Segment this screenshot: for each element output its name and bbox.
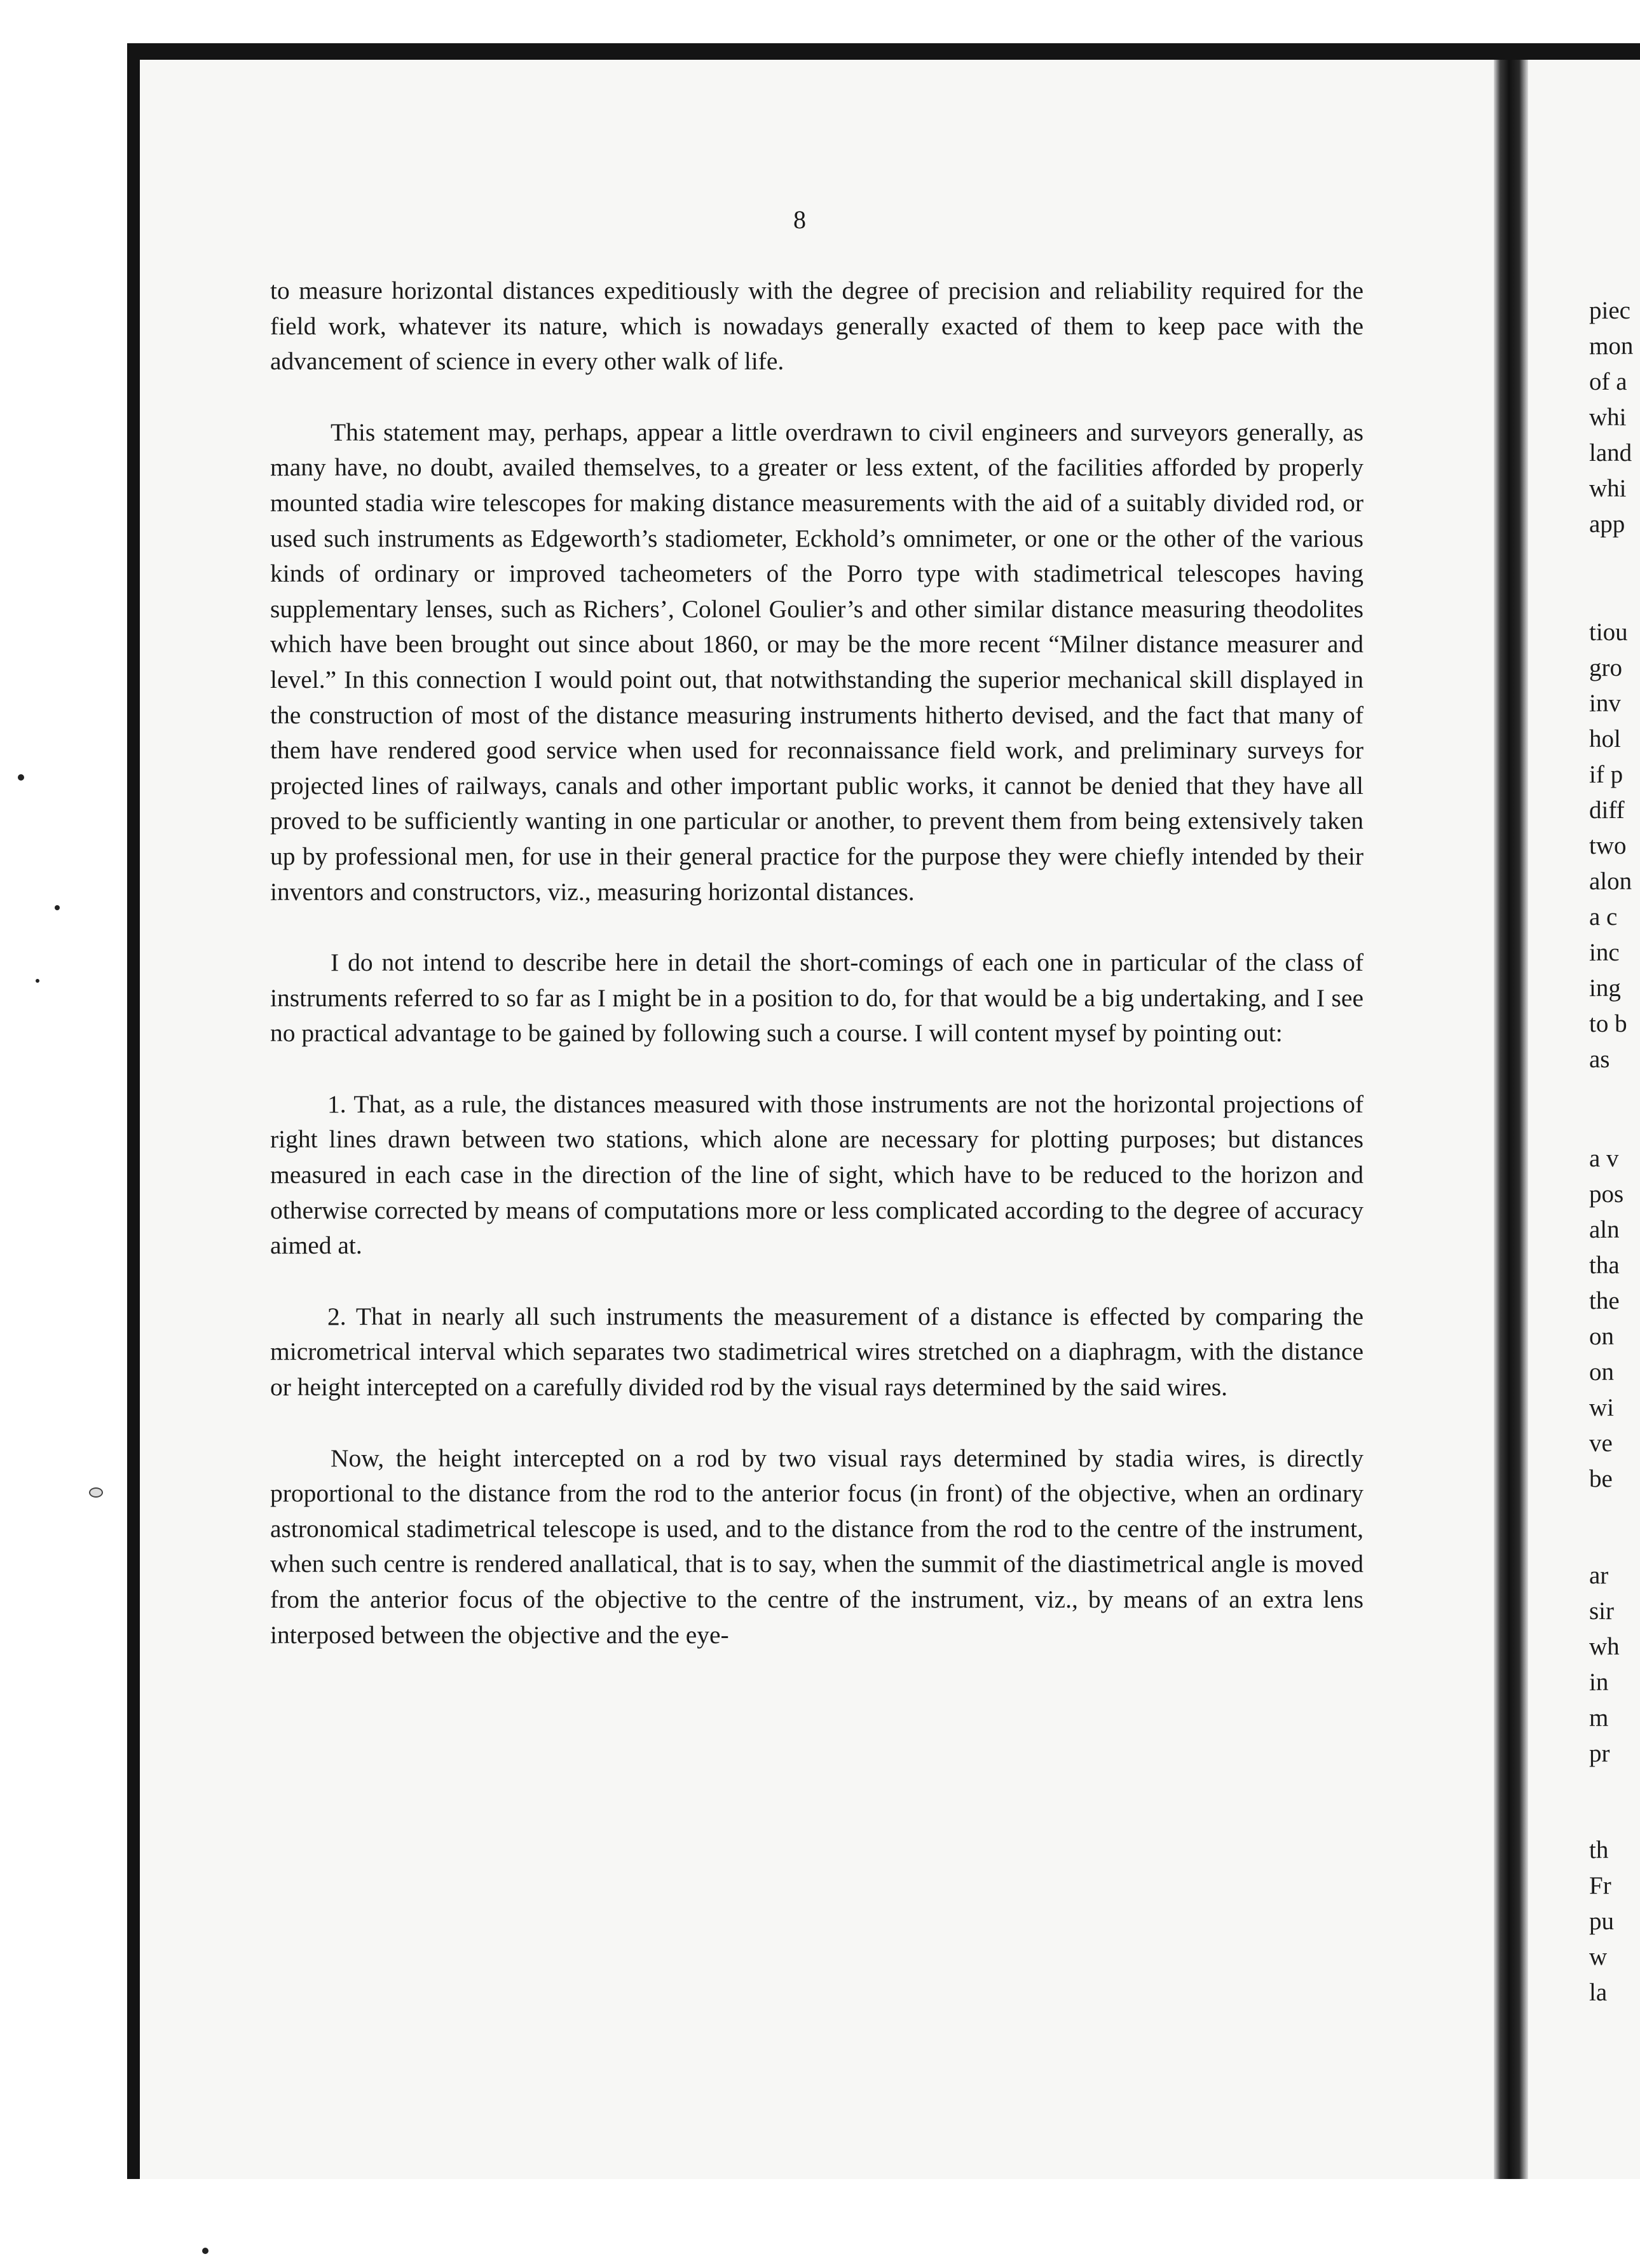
- facing-fragment: inc: [1589, 939, 1620, 966]
- facing-fragment: hol: [1589, 725, 1621, 753]
- paragraph-6: Now, the height intercepted on a rod by two visual rays determined by stadia wires, is directly proportional to the distance from the rod to the anterior focus (in front) of the objective, when an ordinary astronomical stadimetrical telescope is used, and to the distance from the rod to the centre of the instrument, when such centre is rendered anallatical, that is to say, when the summit of the diastimetrical angle is moved from the anterior focus of the objective to the centre of the instrument, viz., by means of an extra lens interposed between the objective and the eye-: [270, 1444, 1363, 1649]
- facing-fragment: alon: [1589, 868, 1632, 895]
- facing-fragment: in: [1589, 1669, 1609, 1696]
- facing-fragment: be: [1589, 1465, 1613, 1493]
- facing-fragment: la: [1589, 1979, 1608, 2006]
- scan-speck: [55, 905, 60, 910]
- facing-fragment: on: [1589, 1323, 1614, 1350]
- facing-fragment: mon: [1589, 332, 1634, 360]
- facing-fragment: whi: [1589, 404, 1627, 431]
- facing-fragment: ve: [1589, 1430, 1613, 1457]
- numbered-point-2: 2. That in nearly all such instruments the measurement of a distance is effected by comparing the micrometrical interval which separates two stadimetrical wires stretched on a diaphragm, with the distance or height intercepted on a carefully divided rod by the visual rays determined by the said wires.: [270, 1302, 1363, 1402]
- facing-fragment: w: [1589, 1943, 1608, 1971]
- paragraph-1: to measure horizontal distances expeditiously with the degree of precision and reliability required for the field work, whatever its nature, which is nowadays generally exacted of them to keep pace with the advancement of science in every other walk of life.: [270, 277, 1363, 376]
- book-spine: [1494, 60, 1528, 2179]
- facing-fragment: diff: [1589, 796, 1625, 824]
- facing-fragment: ar: [1589, 1562, 1609, 1589]
- paragraph-3: I do not intend to describe here in detail the short-comings of each one in particular of the class of instruments referred to so far as I might be in a position to do, for that would be a big undertaking, and I see no practical advantage to be gained by following such a course. I will content mysef by pointing out:: [270, 948, 1363, 1048]
- paragraph-2: This statement may, perhaps, appear a little overdrawn to civil engineers and surveyors generally, as many have, no doubt, availed themselves, to a greater or less extent, of the facilities afforded by properly mounted stadia wire telescopes for making distance measurements with the aid of a suitably divided rod, or used such instruments as Edgeworth’s stadiometer, Eckhold’s omnimeter, or one or the other of the various kinds of ordinary or improved tacheometers of the Porro type with stadimetrical telescopes having supplementary lenses, such as Richers’, Colonel Goulier’s and other similar distance measuring theodolites which have been brought out since about 1860, or may be the more recent “Milner distance measurer and level.” In this connection I would point out, that notwithstanding the superior mechanical skill displayed in the construction of most of the distance measuring instruments hitherto devised, and the fact that many of them have rendered good service when used for reconnaissance field work, and preliminary surveys for projected lines of railways, canals and other important public works, it cannot be denied that they have all proved to be sufficiently wanting in one particular or another, to prevent them from being extensively taken up by professional men, for use in their general practice for the purpose they were chiefly intended by their inventors and constructors, viz., measuring horizontal distances.: [270, 418, 1363, 906]
- page-number: 8: [793, 205, 806, 234]
- facing-fragment: wi: [1589, 1394, 1614, 1421]
- facing-fragment: aln: [1589, 1216, 1620, 1243]
- facing-fragment: if p: [1589, 761, 1623, 788]
- facing-fragment: th: [1589, 1836, 1609, 1864]
- facing-fragment: wh: [1589, 1633, 1620, 1660]
- facing-fragment: ing: [1589, 974, 1621, 1002]
- page-body: [270, 273, 1363, 1688]
- facing-fragment: on: [1589, 1358, 1614, 1386]
- facing-fragment: gro: [1589, 654, 1622, 681]
- scan-speck: [36, 979, 39, 983]
- facing-fragment: land: [1589, 439, 1632, 467]
- facing-fragment: pos: [1589, 1180, 1624, 1208]
- facing-fragment: the: [1589, 1287, 1620, 1315]
- facing-fragment: pu: [1589, 1908, 1614, 1935]
- facing-fragment: to b: [1589, 1010, 1627, 1037]
- facing-fragment: of a: [1589, 368, 1627, 395]
- facing-fragment: piec: [1589, 297, 1630, 324]
- facing-fragment: sir: [1589, 1597, 1614, 1625]
- facing-fragment: app: [1589, 510, 1625, 538]
- facing-fragment: as: [1589, 1046, 1610, 1073]
- facing-fragment: inv: [1589, 690, 1621, 717]
- numbered-point-1: 1. That, as a rule, the distances measured with those instruments are not the horizontal projections of right lines drawn between two stations, which alone are necessary for plotting purposes; but distances measured in each case in the direction of the line of sight, which have to be reduced to the horizon and otherwise corrected by means of computations more or less complicated according to the degree of accuracy aimed at.: [270, 1090, 1363, 1260]
- scan-speck: [18, 774, 24, 781]
- film-border-left: [127, 43, 140, 2179]
- facing-fragment: Fr: [1589, 1872, 1611, 1899]
- facing-fragment: a v: [1589, 1145, 1619, 1172]
- facing-fragment: a c: [1589, 903, 1618, 931]
- scan-speck: [202, 2248, 208, 2254]
- facing-fragment: whi: [1589, 475, 1627, 502]
- facing-fragment: tiou: [1589, 618, 1628, 646]
- facing-fragment: tha: [1589, 1252, 1620, 1279]
- facing-fragment: two: [1589, 832, 1627, 859]
- facing-fragment: m: [1589, 1704, 1609, 1732]
- facing-fragment: pr: [1589, 1740, 1610, 1767]
- film-border-top: [127, 43, 1640, 60]
- scan-speck: [89, 1487, 103, 1498]
